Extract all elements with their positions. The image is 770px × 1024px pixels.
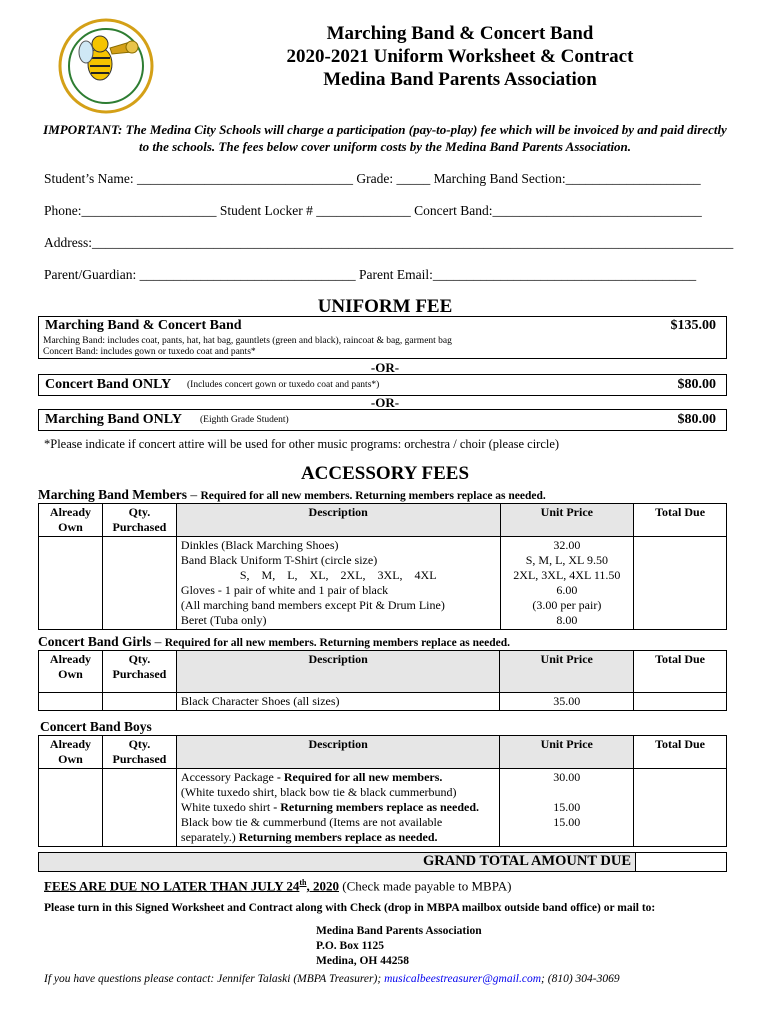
due-date-text: FEES ARE DUE NO LATER THAN JULY 24	[44, 878, 300, 894]
mc-desc-1: Marching Band: includes coat, pants, hat, hat bag, gauntlets (green and black), raincoat & bag, garment bag	[43, 336, 452, 346]
qty-cell[interactable]	[102, 537, 176, 630]
marching-price: $80.00	[677, 412, 716, 427]
address-line[interactable]: Address:_______________________________________________________________________________________________	[44, 235, 734, 250]
desc-line: Band Black Uniform T-Shirt (circle size)	[180, 553, 378, 567]
marching-accessory-table	[38, 503, 727, 630]
col-already-own: Already Own	[39, 504, 103, 537]
due-date-suffix: th	[299, 878, 307, 887]
or-divider-2: -OR-	[370, 395, 400, 410]
accessory-fees-heading: ACCESSORY FEES	[300, 463, 470, 484]
due-date-year: , 2020	[306, 878, 339, 894]
marching-price-cell	[500, 537, 634, 630]
address-po-box: P.O. Box 1125	[316, 940, 384, 952]
marching-concert-option	[38, 316, 727, 359]
concert-attire-footnote: *Please indicate if concert attire will be used for other music programs: orchestra / choir (please circle)	[44, 437, 560, 451]
total-due-cell[interactable]	[634, 769, 727, 847]
price-line: 32.00	[553, 538, 581, 552]
col-description: Description	[176, 504, 500, 537]
total-due-cell[interactable]	[634, 537, 727, 630]
title-line-2: 2020-2021 Uniform Worksheet & Contract	[286, 46, 634, 67]
marching-members-heading	[38, 487, 546, 503]
col-unit-price: Unit Price	[500, 651, 634, 693]
girls-price-cell: 35.00	[500, 693, 634, 711]
marching-members-dash: –	[187, 487, 201, 502]
treasurer-email-link[interactable]: musicalbeestreasurer@gmail.com	[384, 973, 542, 985]
marching-only-option	[38, 409, 727, 431]
tuxedo-shirt-label: White tuxedo shirt	[180, 800, 274, 814]
phone-locker-line[interactable]: Phone:____________________ Student Locker # ______________ Concert Band:_______________________________	[44, 203, 702, 218]
contact-text: If you have questions please contact: Jennifer Talaski (MBPA Treasurer);	[44, 973, 385, 985]
col-description: Description	[176, 736, 499, 769]
price-line: 6.00	[556, 583, 578, 597]
parent-line[interactable]: Parent/Guardian: ________________________________ Parent Email:_______________________________________	[44, 267, 697, 282]
grand-total-label: GRAND TOTAL AMOUNT DUE	[422, 853, 631, 869]
bow-tie-note: Returning members replace as needed.	[238, 830, 438, 844]
mailing-address	[316, 924, 482, 969]
qty-cell[interactable]	[102, 693, 176, 711]
marching-members-title: Marching Band Members	[38, 487, 187, 502]
already-own-cell[interactable]	[39, 537, 103, 630]
or-divider-1: -OR-	[370, 360, 400, 375]
col-unit-price: Unit Price	[500, 504, 634, 537]
concert-only-option	[38, 374, 727, 396]
concert-girls-heading	[38, 634, 510, 650]
col-qty-purchased: Qty. Purchased	[102, 736, 176, 769]
tuxedo-shirt-note: - Returning members replace as needed.	[273, 800, 479, 814]
mc-desc-2: Concert Band: includes gown or tuxedo coat and pants*	[43, 347, 256, 357]
address-city: Medina, OH 44258	[316, 955, 409, 967]
accessory-package-label: Accessory Package	[180, 770, 277, 784]
price-line: 30.00	[553, 770, 581, 784]
medina-musical-bees-logo	[58, 18, 154, 114]
turn-in-instructions: Please turn in this Signed Worksheet and Contract along with Check (drop in MBPA mailbox outside band office) or mail to:	[44, 902, 656, 914]
price-line: 15.00	[553, 815, 581, 829]
table-row	[39, 693, 727, 711]
desc-line: (All marching band members except Pit & Drum Line)	[180, 598, 445, 612]
price-line: 15.00	[553, 800, 581, 814]
desc-line: Black bow tie & cummerbund (Items are not available	[180, 815, 443, 829]
uniform-fee-heading: UNIFORM FEE	[317, 296, 453, 317]
col-description: Description	[176, 651, 499, 693]
marching-note: (Eighth Grade Student)	[200, 415, 289, 425]
desc-line: (White tuxedo shirt, black bow tie & black cummerbund)	[180, 785, 457, 799]
boys-desc-cell	[176, 769, 499, 847]
desc-line: Dinkles (Black Marching Shoes)	[180, 538, 339, 552]
boys-price-cell	[500, 769, 634, 847]
important-notice: IMPORTANT: The Medina City Schools will charge a participation (pay-to-play) fee which will be invoiced by and paid directly to the schools. The fees below cover uniform costs by the Medina Band Parents Association.	[43, 122, 727, 154]
concert-note: (Includes concert gown or tuxedo coat and pants*)	[187, 380, 380, 390]
col-total-due: Total Due	[634, 736, 727, 769]
concert-girls-note: Required for all new members. Returning members replace as needed.	[164, 637, 511, 649]
check-payable-note: (Check made payable to MBPA)	[339, 878, 512, 894]
col-unit-price: Unit Price	[500, 736, 634, 769]
qty-cell[interactable]	[102, 769, 176, 847]
address-name: Medina Band Parents Association	[316, 925, 482, 937]
col-qty-purchased: Qty. Purchased	[102, 504, 176, 537]
girls-accessory-table	[38, 650, 727, 711]
student-info-line[interactable]: Student’s Name: ________________________________ Grade: _____ Marching Band Section:____________________	[44, 171, 701, 186]
concert-girls-title: Concert Band Girls	[38, 634, 152, 649]
tshirt-sizes[interactable]: S, M, L, XL, 2XL, 3XL, 4XL	[239, 568, 437, 582]
concert-price: $80.00	[677, 377, 716, 392]
col-total-due: Total Due	[634, 504, 727, 537]
already-own-cell[interactable]	[39, 693, 103, 711]
accessory-package-note: - Required for all new members.	[276, 770, 443, 784]
already-own-cell[interactable]	[39, 769, 103, 847]
grand-total-amount[interactable]	[636, 853, 726, 871]
price-line: S, M, L, XL 9.50	[525, 553, 608, 567]
table-row	[39, 537, 727, 630]
marching-members-note: Required for all new members. Returning members replace as needed.	[200, 490, 546, 502]
price-line: 2XL, 3XL, 4XL 11.50	[513, 568, 621, 582]
document-title	[180, 22, 740, 91]
col-total-due: Total Due	[634, 651, 727, 693]
desc-line	[181, 770, 495, 785]
price-line: 8.00	[556, 613, 578, 627]
concert-girls-dash: –	[151, 634, 165, 649]
contact-line	[44, 973, 620, 985]
total-due-cell[interactable]	[634, 693, 727, 711]
col-already-own: Already Own	[39, 651, 103, 693]
marching-desc-cell	[176, 537, 500, 630]
grand-total-label-cell	[39, 853, 635, 871]
desc-line	[181, 830, 495, 845]
price-line: (3.00 per pair)	[532, 598, 602, 612]
col-already-own: Already Own	[39, 736, 103, 769]
fees-due-line	[44, 878, 511, 894]
title-line-1: Marching Band & Concert Band	[326, 23, 594, 44]
desc-line: Gloves - 1 pair of white and 1 pair of black	[180, 583, 389, 597]
col-qty-purchased: Qty. Purchased	[102, 651, 176, 693]
boys-accessory-table	[38, 735, 727, 847]
girls-desc-cell: Black Character Shoes (all sizes)	[176, 693, 499, 711]
table-row	[39, 769, 727, 847]
concert-title: Concert Band ONLY	[45, 377, 172, 392]
mc-price: $135.00	[670, 318, 716, 333]
title-line-3: Medina Band Parents Association	[323, 69, 597, 90]
contact-phone: ; (810) 304-3069	[541, 973, 620, 985]
marching-title: Marching Band ONLY	[45, 412, 182, 427]
desc-line: Beret (Tuba only)	[180, 613, 267, 627]
bow-tie-label: separately.)	[180, 830, 239, 844]
concert-boys-title: Concert Band Boys	[40, 719, 152, 734]
desc-line	[181, 800, 495, 815]
mc-title: Marching Band & Concert Band	[45, 318, 242, 333]
grand-total-row	[38, 852, 727, 872]
